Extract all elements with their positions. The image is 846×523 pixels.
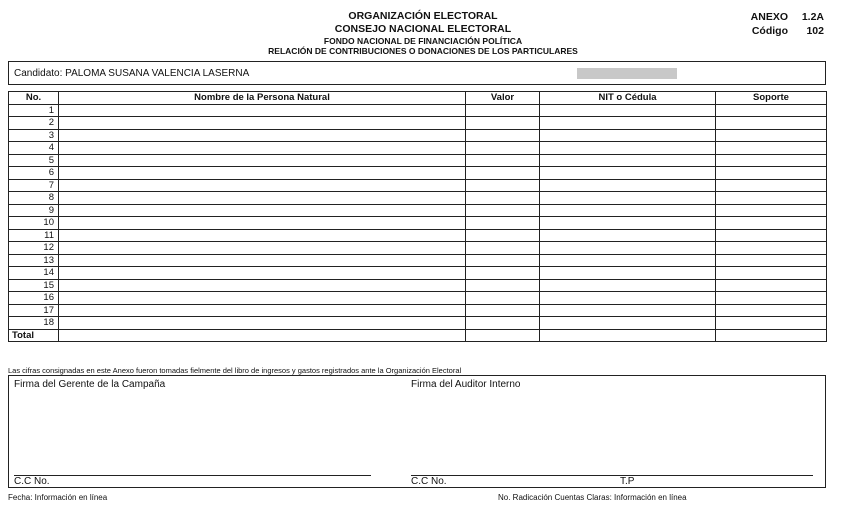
cell xyxy=(540,242,716,255)
signature-line xyxy=(14,475,371,476)
cell xyxy=(466,279,540,292)
cell xyxy=(540,267,716,280)
cell xyxy=(540,304,716,317)
cell xyxy=(716,242,827,255)
cell xyxy=(466,192,540,205)
disclaimer-note: Las cifras consignadas en este Anexo fueron tomadas fielmente del libro de ingresos y gastos registrados ante la Organización Electoral xyxy=(8,366,462,375)
row-number: 6 xyxy=(9,167,59,180)
col-header-no: No. xyxy=(9,92,59,105)
cell xyxy=(466,267,540,280)
row-number: 18 xyxy=(9,317,59,330)
col-header-value: Valor xyxy=(466,92,540,105)
row-number: 7 xyxy=(9,179,59,192)
cell xyxy=(59,279,466,292)
row-number: 17 xyxy=(9,304,59,317)
cell xyxy=(716,104,827,117)
cell xyxy=(59,242,466,255)
cell xyxy=(59,167,466,180)
cell xyxy=(540,142,716,155)
manager-signature-label: Firma del Gerente de la Campaña xyxy=(14,379,166,390)
total-row xyxy=(9,329,827,342)
table-row xyxy=(9,242,827,255)
cell xyxy=(59,204,466,217)
cell xyxy=(540,279,716,292)
row-number: 9 xyxy=(9,204,59,217)
candidate-label: Candidato: PALOMA SUSANA VALENCIA LASERNA xyxy=(14,68,250,79)
cell xyxy=(716,229,827,242)
contributions-table xyxy=(8,91,827,342)
cell xyxy=(540,167,716,180)
cell xyxy=(466,117,540,130)
total-label: Total xyxy=(9,329,59,342)
table-row xyxy=(9,217,827,230)
annex-info xyxy=(742,10,824,38)
table-header-row xyxy=(9,92,827,105)
cell xyxy=(716,142,827,155)
table-row xyxy=(9,104,827,117)
cell xyxy=(466,154,540,167)
row-number: 8 xyxy=(9,192,59,205)
cell xyxy=(716,167,827,180)
row-number: 11 xyxy=(9,229,59,242)
cell xyxy=(540,129,716,142)
table-row xyxy=(9,254,827,267)
cell xyxy=(59,229,466,242)
cell xyxy=(540,229,716,242)
cell xyxy=(466,329,540,342)
council-title: CONSEJO NACIONAL ELECTORAL xyxy=(334,23,512,35)
cell xyxy=(716,254,827,267)
footer-radicacion: No. Radicación Cuentas Claras: Información en línea xyxy=(498,493,687,502)
cell xyxy=(59,304,466,317)
table-row xyxy=(9,167,827,180)
table-row xyxy=(9,267,827,280)
redacted-field xyxy=(577,68,677,79)
cell xyxy=(466,292,540,305)
cell xyxy=(716,204,827,217)
cell xyxy=(59,192,466,205)
table-row xyxy=(9,304,827,317)
cell xyxy=(59,154,466,167)
col-header-nit: NIT o Cédula xyxy=(540,92,716,105)
cell xyxy=(540,179,716,192)
cell xyxy=(716,154,827,167)
cell xyxy=(59,179,466,192)
cell xyxy=(716,192,827,205)
row-number: 15 xyxy=(9,279,59,292)
anexo-value: 1.2A xyxy=(801,11,824,23)
table-row xyxy=(9,204,827,217)
row-number: 16 xyxy=(9,292,59,305)
cell xyxy=(59,317,466,330)
cell xyxy=(59,329,466,342)
footer-date: Fecha: Información en línea xyxy=(8,493,108,502)
auditor-signature-label: Firma del Auditor Interno xyxy=(411,379,521,390)
cell xyxy=(716,129,827,142)
cell xyxy=(59,104,466,117)
cell xyxy=(540,154,716,167)
row-number: 13 xyxy=(9,254,59,267)
cell xyxy=(466,254,540,267)
cell xyxy=(716,317,827,330)
cell xyxy=(466,317,540,330)
row-number: 14 xyxy=(9,267,59,280)
cell xyxy=(540,204,716,217)
cell xyxy=(59,142,466,155)
signature-line xyxy=(411,475,813,476)
cell xyxy=(716,267,827,280)
cell xyxy=(540,329,716,342)
signature-box xyxy=(8,375,826,488)
cell xyxy=(540,317,716,330)
table-row xyxy=(9,279,827,292)
cell xyxy=(466,204,540,217)
table-row xyxy=(9,229,827,242)
table-row xyxy=(9,129,827,142)
cell xyxy=(466,242,540,255)
org-title: ORGANIZACIÓN ELECTORAL xyxy=(348,10,498,22)
cell xyxy=(466,304,540,317)
row-number: 5 xyxy=(9,154,59,167)
cell xyxy=(540,104,716,117)
cell xyxy=(540,292,716,305)
row-number: 3 xyxy=(9,129,59,142)
cc-label-auditor: C.C No. xyxy=(411,476,447,487)
cell xyxy=(59,254,466,267)
table-row xyxy=(9,192,827,205)
cell xyxy=(466,217,540,230)
cell xyxy=(716,329,827,342)
table-row xyxy=(9,292,827,305)
cell xyxy=(540,117,716,130)
table-row xyxy=(9,317,827,330)
row-number: 10 xyxy=(9,217,59,230)
table-row xyxy=(9,179,827,192)
report-title: RELACIÓN DE CONTRIBUCIONES O DONACIONES DE LOS PARTICULARES xyxy=(268,46,578,56)
codigo-value: 102 xyxy=(806,25,824,37)
cell xyxy=(716,217,827,230)
cell xyxy=(716,279,827,292)
cell xyxy=(540,217,716,230)
cell xyxy=(466,129,540,142)
cell xyxy=(716,304,827,317)
table-row xyxy=(9,142,827,155)
fund-title: FONDO NACIONAL DE FINANCIACIÓN POLÍTICA xyxy=(323,36,523,46)
anexo-label: ANEXO xyxy=(750,11,788,23)
cell xyxy=(59,292,466,305)
row-number: 2 xyxy=(9,117,59,130)
row-number: 1 xyxy=(9,104,59,117)
table-row xyxy=(9,117,827,130)
cell xyxy=(540,254,716,267)
cc-label-manager: C.C No. xyxy=(14,476,50,487)
cell xyxy=(466,179,540,192)
table-row xyxy=(9,154,827,167)
codigo-label: Código xyxy=(751,25,788,37)
cell xyxy=(540,192,716,205)
cell xyxy=(716,292,827,305)
cell xyxy=(59,267,466,280)
col-header-name: Nombre de la Persona Natural xyxy=(59,92,466,105)
row-number: 12 xyxy=(9,242,59,255)
candidate-box xyxy=(8,61,826,85)
cell xyxy=(716,117,827,130)
row-number: 4 xyxy=(9,142,59,155)
cell xyxy=(466,167,540,180)
cell xyxy=(466,142,540,155)
cell xyxy=(59,129,466,142)
tp-label: T.P xyxy=(620,476,635,487)
cell xyxy=(59,117,466,130)
cell xyxy=(716,179,827,192)
cell xyxy=(466,104,540,117)
cell xyxy=(59,217,466,230)
cell xyxy=(466,229,540,242)
col-header-support: Soporte xyxy=(716,92,827,105)
